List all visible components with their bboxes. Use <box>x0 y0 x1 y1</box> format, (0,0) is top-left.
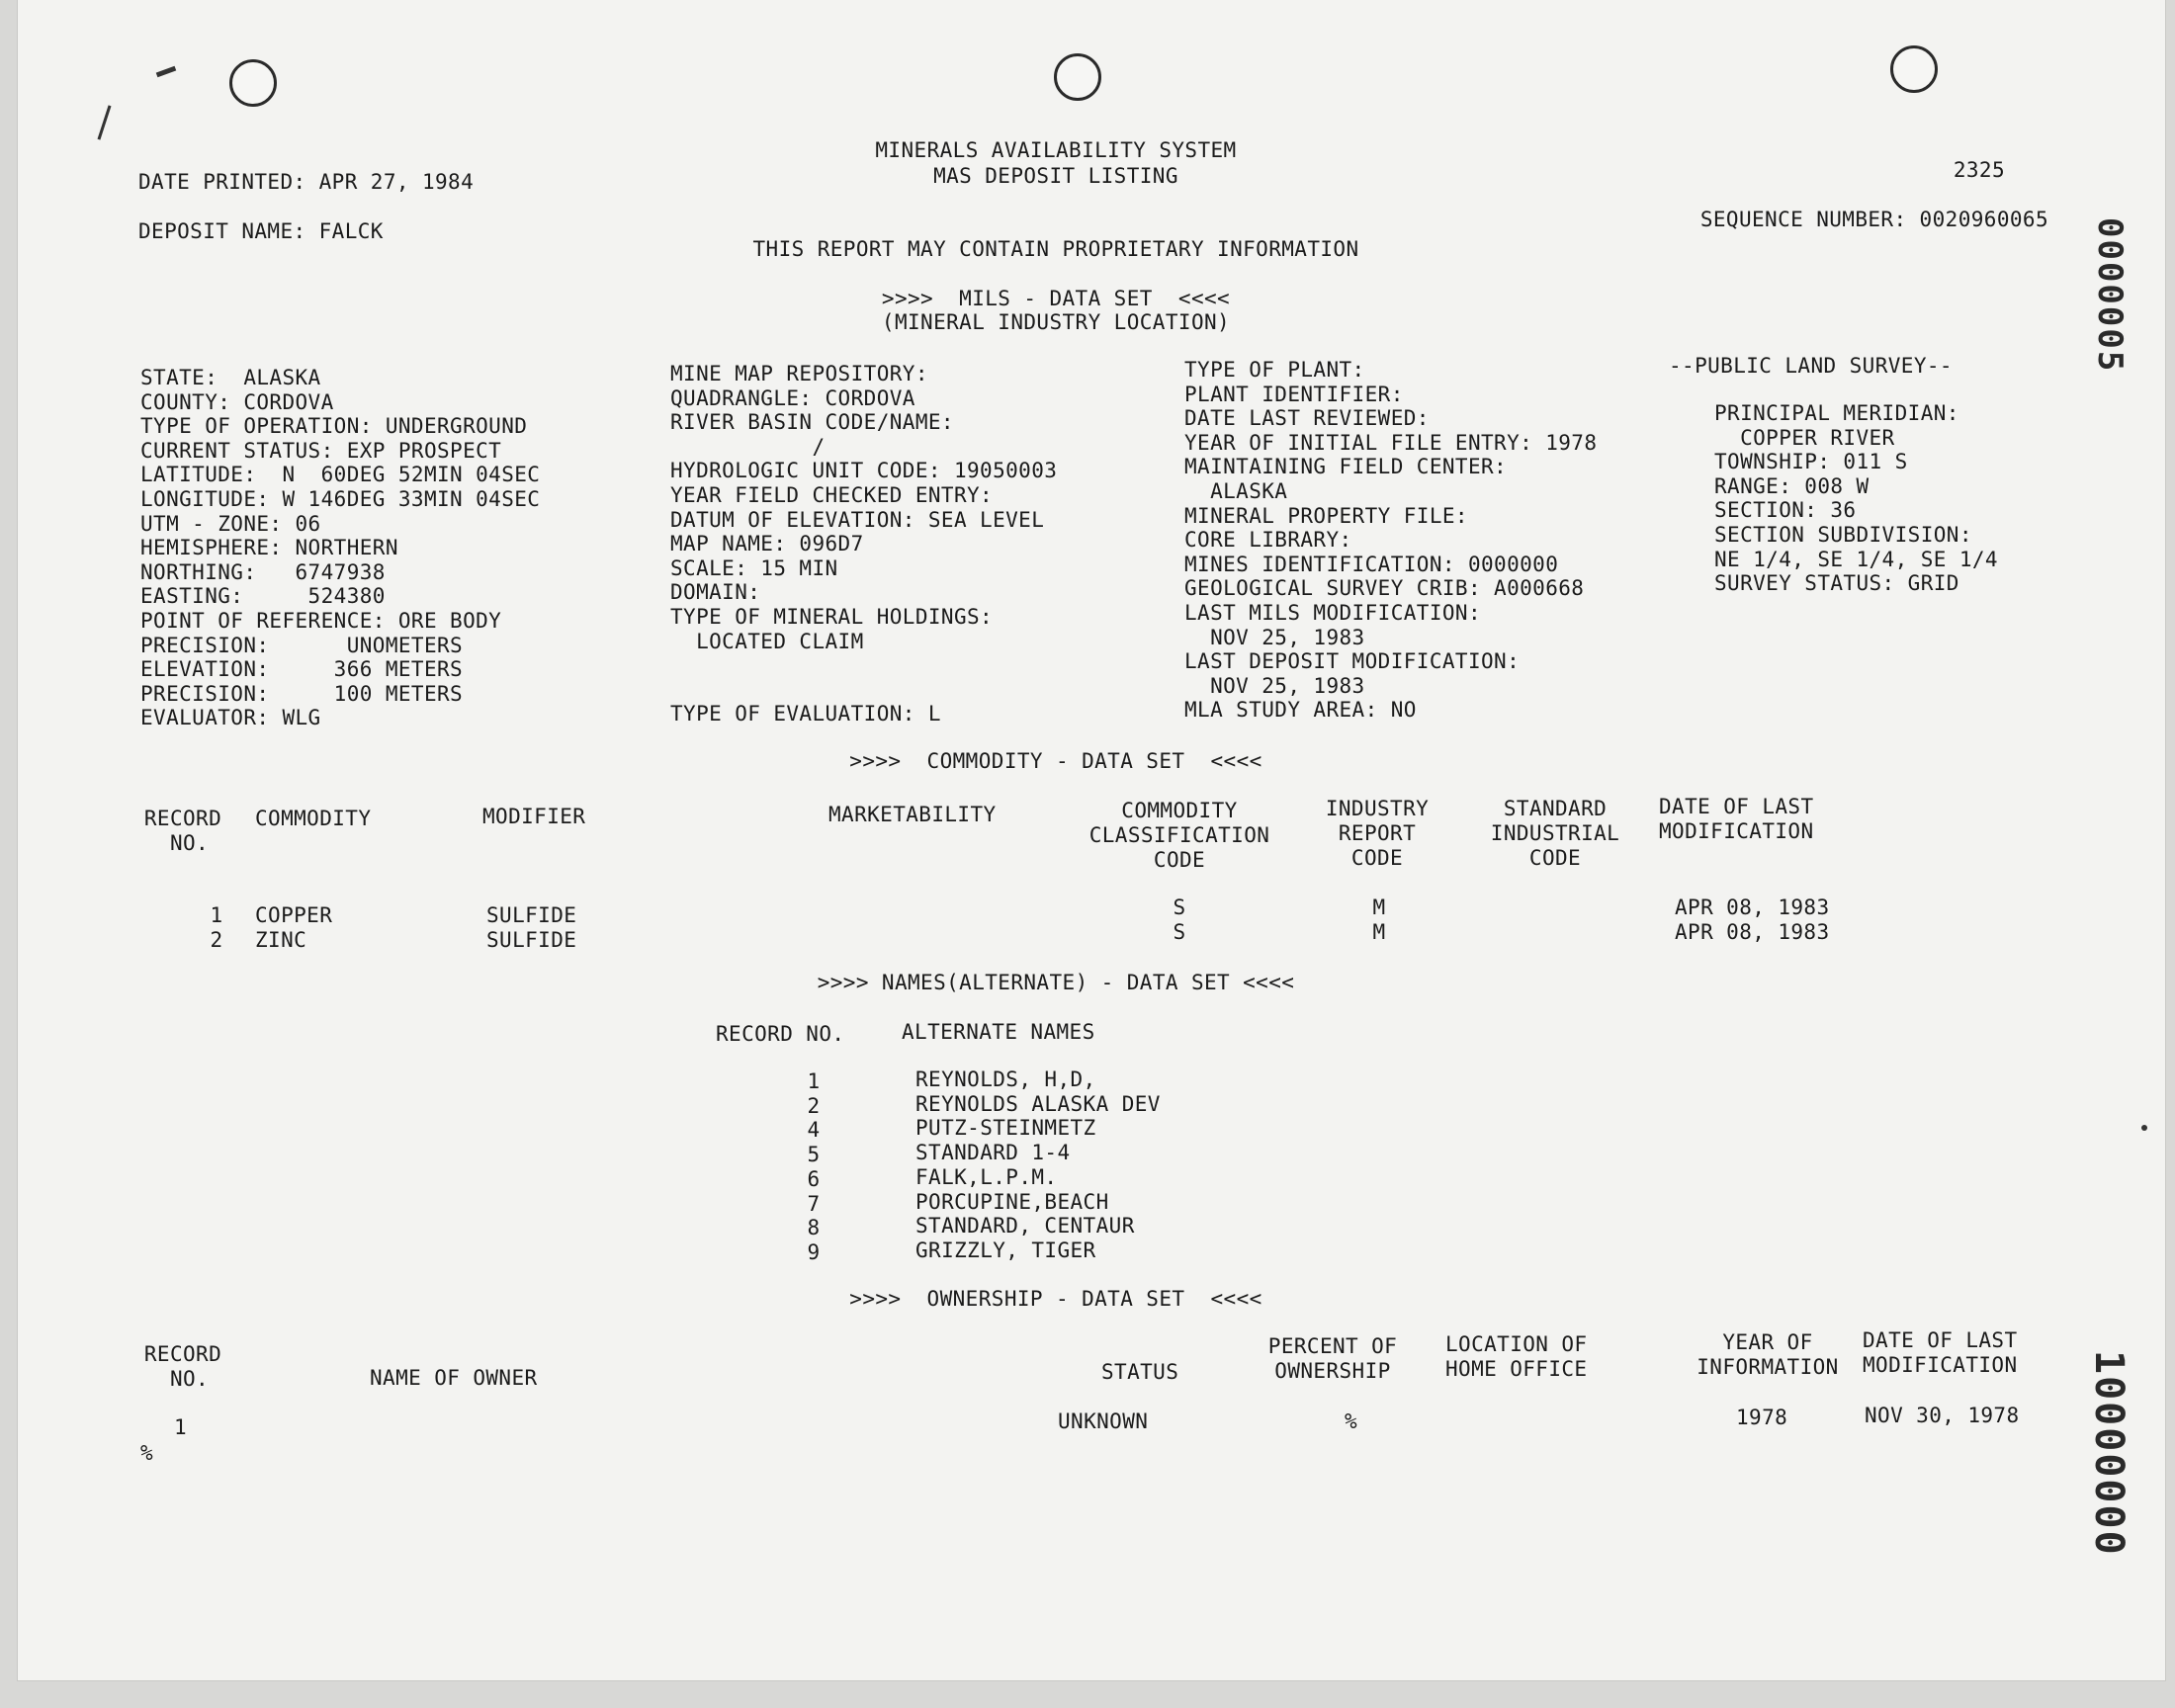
field-line: MINERAL PROPERTY FILE: <box>1184 503 1468 528</box>
commodity-header-industry: INDUSTRY REPORT CODE <box>1325 797 1430 870</box>
field-line: TOWNSHIP: 011 S <box>1714 450 1908 474</box>
field-line: MINE MAP REPOSITORY: <box>670 362 928 385</box>
commodity-cell-record: 1 <box>210 903 223 927</box>
names-cell-name: REYNOLDS, H,D, <box>915 1068 1096 1091</box>
commodity-header-date: DATE OF LAST MODIFICATION <box>1659 795 1814 843</box>
field-line: QUADRANGLE: CORDOVA <box>670 385 915 410</box>
punch-hole-right <box>1890 45 1938 93</box>
field-line: RANGE: 008 W <box>1714 473 1870 498</box>
field-line: ELEVATION: 366 METERS <box>140 657 464 682</box>
field-line: GEOLOGICAL SURVEY CRIB: A000668 <box>1184 576 1585 601</box>
field-line: YEAR FIELD CHECKED ENTRY: <box>670 483 994 507</box>
punch-hole-left <box>229 59 277 107</box>
plss-title: --PUBLIC LAND SURVEY-- <box>1669 354 1953 378</box>
commodity-cell-modifier: SULFIDE <box>486 903 577 927</box>
field-line: TYPE OF EVALUATION: L <box>670 702 941 726</box>
field-line: COPPER RIVER <box>1714 425 1895 450</box>
names-cell-name: FALK,L.P.M. <box>915 1164 1058 1189</box>
field-line: MINES IDENTIFICATION: 0000000 <box>1184 552 1559 576</box>
document-sheet <box>18 0 2165 1680</box>
field-line: / <box>670 434 826 459</box>
field-line: SURVEY STATUS: GRID <box>1714 571 1959 596</box>
field-line: TYPE OF MINERAL HOLDINGS: <box>670 605 994 629</box>
commodity-header-commodity: COMMODITY <box>255 807 372 830</box>
ownership-header-location: LOCATION OF HOME OFFICE <box>1445 1332 1588 1381</box>
field-line: PRINCIPAL MERIDIAN: <box>1714 401 1959 425</box>
listing-title: MAS DEPOSIT LISTING <box>933 164 1178 188</box>
names-cell-record: 1 <box>807 1069 821 1093</box>
ownership-title: >>>> OWNERSHIP - DATA SET <<<< <box>849 1287 1262 1311</box>
names-cell-record: 7 <box>807 1191 821 1216</box>
field-line: NE 1/4, SE 1/4, SE 1/4 <box>1714 547 1998 571</box>
names-cell-record: 6 <box>807 1166 821 1191</box>
field-line: ALASKA <box>1184 479 1288 503</box>
field-line: TYPE OF OPERATION: UNDERGROUND <box>140 414 528 439</box>
field-line: YEAR OF INITIAL FILE ENTRY: 1978 <box>1184 430 1598 455</box>
sequence-number: SEQUENCE NUMBER: 0020960065 <box>1699 208 2048 231</box>
field-line: HYDROLOGIC UNIT CODE: 19050003 <box>670 459 1058 483</box>
field-line: LATITUDE: N 60DEG 52MIN 04SEC <box>140 463 541 487</box>
commodity-header-classification: COMMODITY CLASSIFICATION CODE <box>1088 799 1270 872</box>
field-line: MAP NAME: 096D7 <box>670 532 864 556</box>
names-cell-record: 4 <box>807 1118 821 1143</box>
field-line: LOCATED CLAIM <box>670 629 864 653</box>
names-cell-record: 2 <box>807 1093 821 1118</box>
ownership-header-status: STATUS <box>1101 1360 1179 1384</box>
stamp-number-upper: 0000005 <box>2090 217 2130 374</box>
names-cell-record: 5 <box>807 1143 821 1167</box>
ownership-header-year: YEAR OF INFORMATION <box>1696 1330 1839 1379</box>
commodity-cell-classification: S <box>1173 920 1186 944</box>
ownership-header-record: RECORD NO. <box>143 1342 222 1391</box>
field-line: PRECISION: 100 METERS <box>140 681 464 706</box>
date-printed: DATE PRINTED: APR 27, 1984 <box>138 170 475 194</box>
stamp-number-lower: 10000000 <box>2086 1350 2132 1557</box>
ownership-row-record: 1 <box>174 1415 188 1439</box>
names-cell-name: PORCUPINE,BEACH <box>915 1189 1109 1214</box>
commodity-header-record: RECORD NO. <box>143 807 222 855</box>
commodity-cell-date: APR 08, 1983 <box>1675 920 1830 944</box>
names-header-alternate: ALTERNATE NAMES <box>902 1020 1095 1044</box>
proprietary-notice: THIS REPORT MAY CONTAIN PROPRIETARY INFORMATION <box>752 237 1359 261</box>
field-line: UTM - ZONE: 06 <box>140 511 321 536</box>
field-line: POINT OF REFERENCE: ORE BODY <box>140 609 502 633</box>
pen-mark <box>98 105 112 139</box>
commodity-title: >>>> COMMODITY - DATA SET <<<< <box>849 749 1262 773</box>
deposit-name: DEPOSIT NAME: FALCK <box>138 219 384 243</box>
names-cell-name: REYNOLDS ALASKA DEV <box>915 1091 1161 1116</box>
field-line: CORE LIBRARY: <box>1184 528 1352 553</box>
field-line: PRECISION: UNOMETERS <box>140 633 464 657</box>
field-line: LONGITUDE: W 146DEG 33MIN 04SEC <box>140 487 541 511</box>
commodity-cell-classification: S <box>1173 896 1186 919</box>
names-cell-name: PUTZ-STEINMETZ <box>915 1116 1096 1141</box>
ownership-header-date: DATE OF LAST MODIFICATION <box>1863 1328 2018 1377</box>
names-cell-record: 9 <box>807 1239 821 1264</box>
field-line: SCALE: 15 MIN <box>670 555 838 580</box>
field-line: DOMAIN: <box>670 580 761 605</box>
ownership-row-date: NOV 30, 1978 <box>1865 1404 2020 1427</box>
field-line: LAST MILS MODIFICATION: <box>1184 601 1481 625</box>
field-line: RIVER BASIN CODE/NAME: <box>670 410 954 435</box>
field-line: SECTION SUBDIVISION: <box>1714 523 1972 547</box>
field-line: TYPE OF PLANT: <box>1184 358 1365 382</box>
page-number: 2325 <box>1953 158 2005 182</box>
commodity-header-sic: STANDARD INDUSTRIAL CODE <box>1490 797 1620 870</box>
field-line: MAINTAINING FIELD CENTER: <box>1184 455 1508 479</box>
field-line: CURRENT STATUS: EXP PROSPECT <box>140 438 502 463</box>
field-line: NORTHING: 6747938 <box>140 559 386 584</box>
commodity-header-marketability: MARKETABILITY <box>828 803 997 826</box>
commodity-cell-record: 2 <box>210 928 223 952</box>
commodity-cell-modifier: SULFIDE <box>486 928 577 952</box>
names-cell-record: 8 <box>807 1216 821 1240</box>
names-cell-name: STANDARD, CENTAUR <box>915 1214 1135 1238</box>
commodity-cell-industry: M <box>1372 920 1386 944</box>
pen-mark <box>156 66 177 78</box>
field-line: DATUM OF ELEVATION: SEA LEVEL <box>670 507 1045 532</box>
field-line: NOV 25, 1983 <box>1184 625 1365 649</box>
system-title: MINERALS AVAILABILITY SYSTEM <box>875 138 1237 162</box>
commodity-cell-commodity: ZINC <box>255 928 307 952</box>
ownership-header-owner: NAME OF OWNER <box>370 1366 538 1390</box>
ownership-header-percent: PERCENT OF OWNERSHIP <box>1267 1334 1398 1383</box>
commodity-cell-industry: M <box>1372 896 1386 919</box>
names-cell-name: GRIZZLY, TIGER <box>915 1238 1096 1262</box>
field-line: COUNTY: CORDOVA <box>140 389 334 414</box>
ownership-row-percent: % <box>1345 1409 1358 1433</box>
field-line: LAST DEPOSIT MODIFICATION: <box>1184 649 1521 674</box>
field-line: NOV 25, 1983 <box>1184 673 1365 698</box>
commodity-cell-commodity: COPPER <box>255 903 333 927</box>
punch-hole-center <box>1054 53 1101 101</box>
mils-subtitle: (MINERAL INDUSTRY LOCATION) <box>881 310 1231 334</box>
field-line: MLA STUDY AREA: NO <box>1184 698 1417 723</box>
field-line: EVALUATOR: WLG <box>140 706 321 730</box>
names-title: >>>> NAMES(ALTERNATE) - DATA SET <<<< <box>817 971 1295 994</box>
field-line: SECTION: 36 <box>1714 498 1857 523</box>
ownership-row-percent-mark: % <box>140 1441 154 1465</box>
field-line: PLANT IDENTIFIER: <box>1184 382 1404 406</box>
names-cell-name: STANDARD 1-4 <box>915 1141 1071 1165</box>
ink-dot <box>2141 1125 2147 1131</box>
field-line: STATE: ALASKA <box>140 366 321 389</box>
names-header-record: RECORD NO. <box>716 1022 845 1046</box>
mils-title: >>>> MILS - DATA SET <<<< <box>881 287 1231 310</box>
commodity-cell-date: APR 08, 1983 <box>1675 896 1830 919</box>
ownership-row-status: UNKNOWN <box>1058 1409 1149 1433</box>
field-line: HEMISPHERE: NORTHERN <box>140 536 398 560</box>
field-line: EASTING: 524380 <box>140 584 386 609</box>
commodity-header-modifier: MODIFIER <box>482 805 586 828</box>
ownership-row-year: 1978 <box>1736 1406 1788 1429</box>
field-line: DATE LAST REVIEWED: <box>1184 406 1430 431</box>
